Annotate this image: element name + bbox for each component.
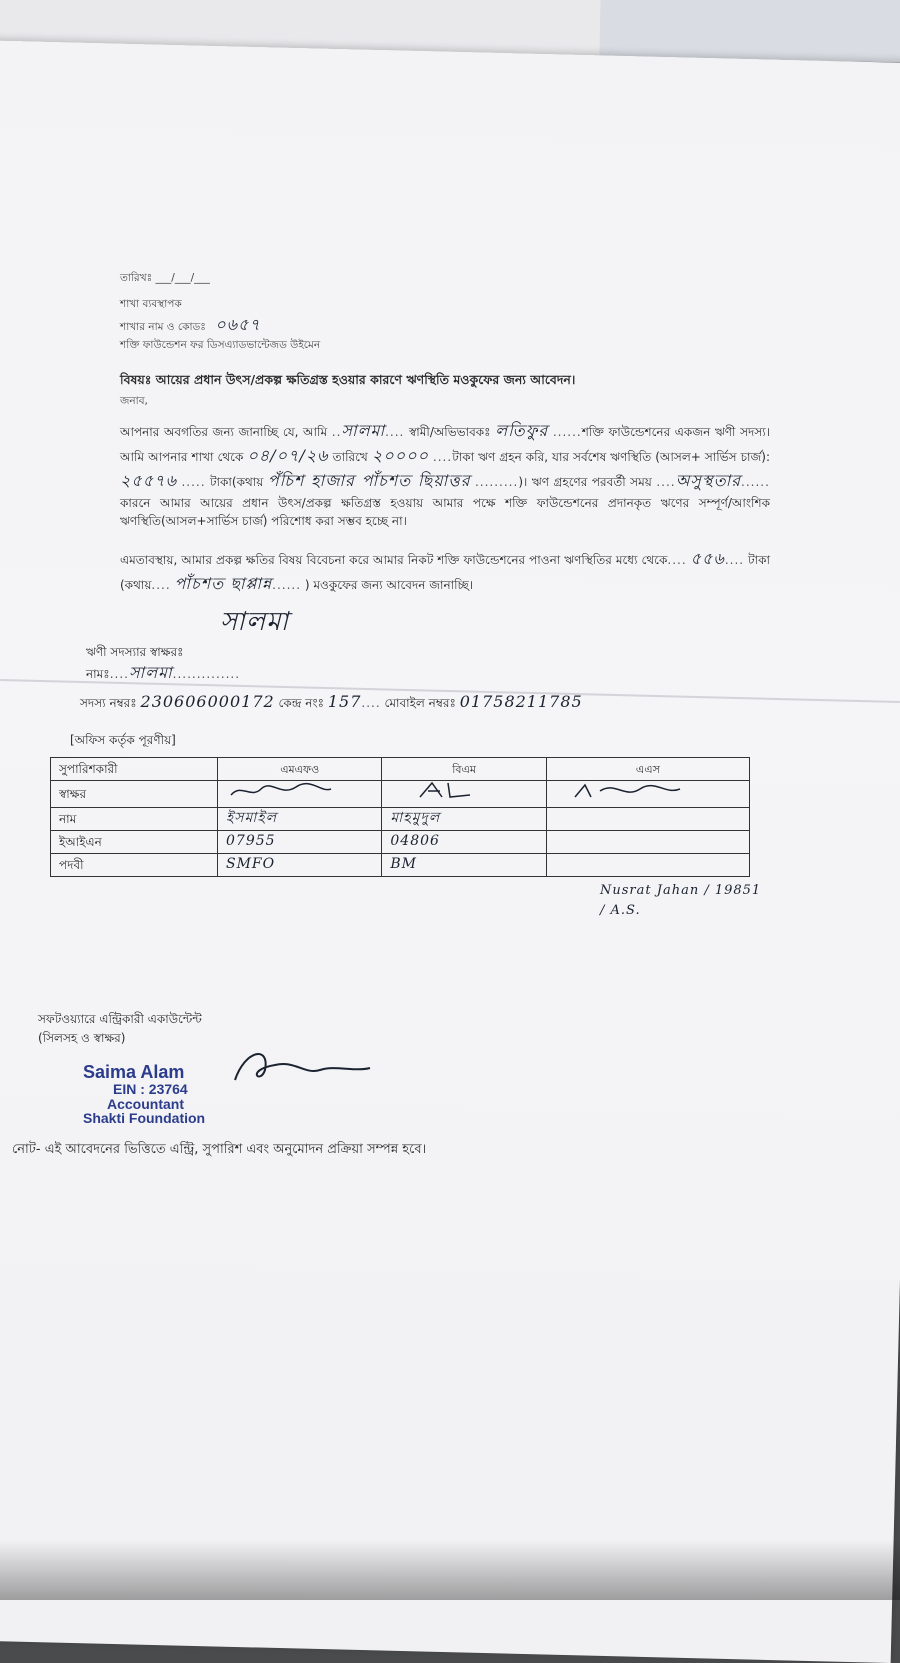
addressee: শাখা ব্যবস্থাপক <box>120 298 182 311</box>
body-text: ) মওকুফের জন্য আবেদন জানাচ্ছি। <box>304 577 474 592</box>
body-text: স্বামী/অভিভাবকঃ <box>408 425 491 440</box>
waive-amount-hand: ৫৫৬ <box>690 548 725 568</box>
center-label: কেন্দ্র নংঃ <box>278 696 325 711</box>
table-row <box>51 758 750 781</box>
row-label: স্বাক্ষর <box>51 781 218 808</box>
mobile-hand: 01758211785 <box>459 692 583 712</box>
mobile-label: মোবাইল নম্বরঃ <box>384 696 456 711</box>
table-row <box>51 854 750 877</box>
member-name-hand: সালমা <box>341 421 386 441</box>
reason-hand: অসুস্থতার <box>675 470 742 490</box>
balance-hand: ২৫৫৭৬ <box>120 470 177 490</box>
accountant-block <box>38 1010 202 1048</box>
as-handwriting: Nusrat Jahan / 19851 / A.S. <box>600 883 762 919</box>
body-text: তারিখে <box>332 450 368 465</box>
signature-scribble <box>390 781 500 801</box>
signature-cell <box>382 781 546 808</box>
balance-words-hand: পঁচিশ হাজার পাঁচশত ছিয়াত্তর <box>267 470 471 490</box>
waive-words-hand: পাঁচশত ছাপ্পান্ন <box>174 573 273 593</box>
subject-line: বিষয়ঃ আয়ের প্রধান উৎস/প্রকল্প ক্ষতিগ্রস্ত হওয়ার কারণে ঋণস্থিতি মওকুফের জন্য আবেদন। <box>120 371 576 387</box>
member-no-hand: 230606000172 <box>140 692 275 712</box>
member-name-line: নামঃ....সালমা.............. <box>86 663 241 683</box>
loan-date-hand: ০৪/০৭/২৬ <box>247 446 329 466</box>
table-row <box>51 781 750 808</box>
table-row <box>51 808 750 831</box>
name-cell <box>546 808 749 831</box>
row-label: পদবী <box>51 854 218 877</box>
member-sig-label: ঋণী সদস্যার স্বাক্ষরঃ <box>86 644 184 659</box>
member-signature-hand: সালমা <box>220 607 290 638</box>
bottom-shadow <box>0 1540 900 1600</box>
column-header: এএস <box>546 758 749 781</box>
designation-cell: BM <box>382 854 546 877</box>
ein-cell: 07955 <box>218 831 382 854</box>
accountant-signature <box>225 1040 375 1090</box>
signature-scribble <box>226 781 336 801</box>
body-text: টাকা(কথায় <box>210 474 264 489</box>
ein-cell: 04806 <box>382 831 546 854</box>
member-signature <box>220 602 770 642</box>
designation-cell: SMFO <box>218 854 382 877</box>
member-no-label: সদস্য নম্বরঃ <box>80 696 137 711</box>
name-cell: ইসমাইল <box>218 808 382 831</box>
stamp-name: Saima Alam <box>83 1062 185 1082</box>
accountant-label: সফটওয়্যারে এন্ট্রিকারী একাউন্টেন্ট <box>38 1012 202 1026</box>
office-table <box>50 757 750 877</box>
office-title: [অফিস কর্তৃক পূরণীয়] <box>70 732 176 747</box>
body-text: কারনে আমার আয়ের প্রধান উৎস/প্রকল্প ক্ষতিগ্রস্ত হওয়ায় আমার পক্ষে শক্তি ফাউন্ডেশনের প্রদানকৃত ঋণের সম্পূর্ণ/আংশিক ঋণস্থিতি(আসল+সার্ভিস চার্জ) পরিশোধ করা সম্ভব হচ্ছে না। <box>120 495 770 529</box>
row-label: ইআইএন <box>51 831 218 854</box>
branch-label: শাখার নাম ও কোডঃ <box>120 320 206 333</box>
center-no-hand: 157 <box>327 692 362 712</box>
branch-line <box>120 313 770 338</box>
body-text: টাকা (কথায় <box>120 552 770 592</box>
member-ids-line: সদস্য নম্বরঃ 230606000172 কেন্দ্র নংঃ 157.... মোবাইল নম্বরঃ 01758211785 <box>80 692 583 712</box>
back-sheet-2 <box>599 0 900 63</box>
column-header: বিএম <box>382 758 546 781</box>
paragraph-1: আপনার অবগতির জন্য জানাচ্ছি যে, আমি ..সালমা.... স্বামী/অভিভাবকঃ লতিফুর ......শক্তি ফাউন্ডেশনের একজন ঋণী সদস্য। আমি আপনার শাখা থেকে ০৪/০৭/২৬ তারিখে ২০০০০ ....টাকা ঋণ গ্রহন করি, যার সর্বশেষ ঋণস্থিতি (আসল+ সার্ভিস চার্জ): ২৫৫৭৬ ..... টাকা(কথায় পঁচিশ হাজার পাঁচশত ছিয়াত্তর .........)। ঋণ গ্রহণের পরবর্তী সময় ....অসুস্থতার...... কারনে আমার আয়ের প্রধান উৎস/প্রকল্প ক্ষতিগ্রস্ত হওয়ায় আমার পক্ষে শক্তি ফাউন্ডেশনের প্রদানকৃত ঋণের সম্পূর্ণ/আংশিক ঋণস্থিতি(আসল+সার্ভিস চার্জ) পরিশোধ করা সম্ভব হচ্ছে না। <box>120 421 770 529</box>
body-text: টাকা ঋণ গ্রহন করি, যার সর্বশেষ ঋণস্থিতি (আসল+ সার্ভিস চার্জ): <box>452 450 770 465</box>
body-text: শক্তি ফাউন্ডেশনের একজন ঋণী সদস্য। আমি আপনার শাখা থেকে <box>120 425 770 465</box>
column-header: এমএফও <box>218 758 382 781</box>
branch-code: ০৬৫৭ <box>215 314 261 334</box>
guardian-hand: লতিফুর <box>495 421 549 441</box>
signature-scribble <box>555 781 695 801</box>
accountant-stamp <box>83 1063 205 1126</box>
table-row <box>51 831 750 854</box>
date-line: তারিখঃ ___/___/___ <box>120 272 210 284</box>
loan-amount-hand: ২০০০০ <box>371 446 429 466</box>
salutation: জনাব, <box>120 394 148 407</box>
row-label: নাম <box>51 808 218 831</box>
org-line: শক্তি ফাউন্ডেশন ফর ডিসএ্যাডভান্টেজড উইমেন <box>120 339 321 352</box>
stamp-org: Shakti Foundation <box>83 1110 206 1127</box>
name-label: নামঃ <box>86 667 110 682</box>
body-text: এমতাবস্থায়, আমার প্রকল্প ক্ষতির বিষয় বিবেচনা করে আমার নিকট শক্তি ফাউন্ডেশনের পাওনা ঋণস্থিতির মধ্যে থেকে <box>120 552 668 567</box>
note-line: নোট- এই আবেদনের ভিত্তিতে এন্ট্রি, সুপারিশ এবং অনুমোদন প্রক্রিয়া সম্পন্ন হবে। <box>12 1142 427 1157</box>
paragraph-2: এমতাবস্থায়, আমার প্রকল্প ক্ষতির বিষয় বিবেচনা করে আমার নিকট শক্তি ফাউন্ডেশনের পাওনা ঋণস্থিতির মধ্যে থেকে.... ৫৫৬.... টাকা (কথায়.... পাঁচশত ছাপ্পান্ন...... ) মওকুফের জন্য আবেদন জানাচ্ছি। <box>120 548 770 593</box>
row-label: সুপারিশকারী <box>51 758 218 781</box>
name-cell: মাহমুদুল <box>382 808 546 831</box>
stamp-ein: EIN : 23764 <box>113 1080 188 1097</box>
application-form <box>59 270 770 921</box>
seal-sign-label: (সিলসহ ও স্বাক্ষর) <box>38 1031 126 1046</box>
body-text: )। ঋণ গ্রহণের পরবর্তী সময় <box>518 474 652 489</box>
signature-cell <box>546 781 749 808</box>
signature-cell <box>218 781 382 808</box>
ein-cell <box>546 831 749 854</box>
stamp-role: Accountant <box>107 1095 184 1112</box>
name-value-hand: সালমা <box>128 663 173 683</box>
designation-cell <box>546 854 749 877</box>
body-text: আপনার অবগতির জন্য জানাচ্ছি যে, আমি <box>120 425 328 440</box>
